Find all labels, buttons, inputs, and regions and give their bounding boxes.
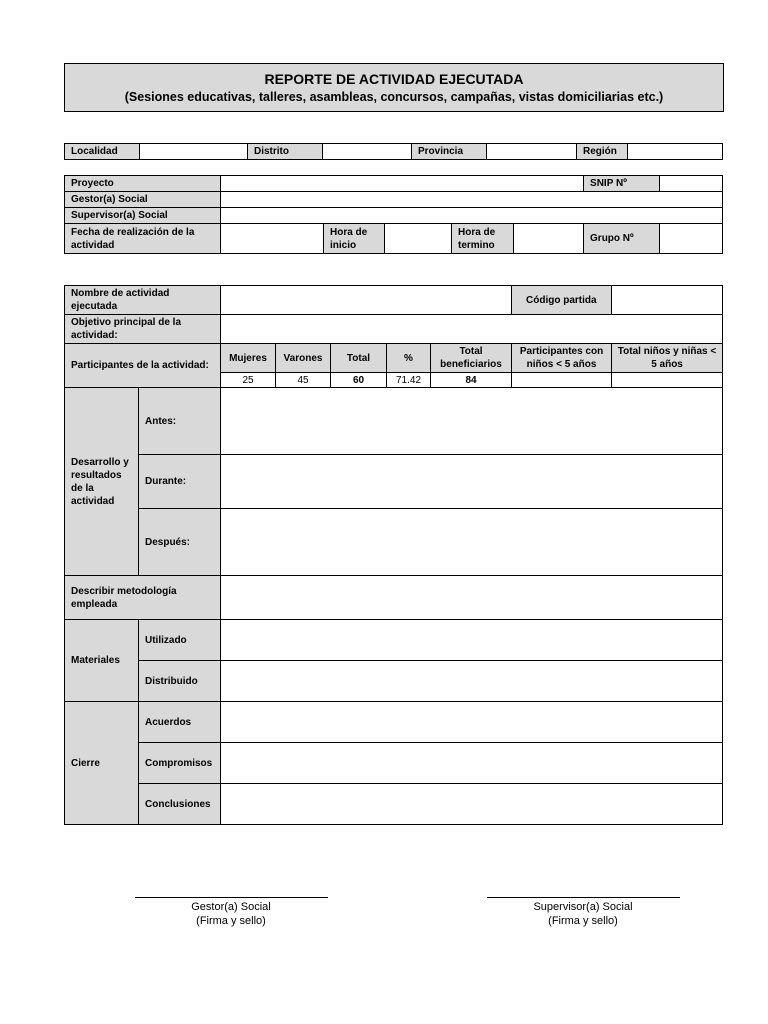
desarrollo-label: Desarrollo y resultados de la actividad <box>65 388 139 576</box>
supervisor-signature-role: Supervisor(a) Social <box>533 901 633 913</box>
codigo-partida-label: Código partida <box>512 286 612 315</box>
acuerdos-label: Acuerdos <box>139 702 221 743</box>
report-header <box>64 63 724 112</box>
total-beneficiarios-value[interactable]: 84 <box>431 373 512 388</box>
codigo-partida-field[interactable] <box>612 286 723 315</box>
supervisor-field[interactable] <box>221 208 723 224</box>
nombre-actividad-field[interactable] <box>221 286 512 315</box>
total-header: Total <box>331 344 387 373</box>
fecha-label: Fecha de realización de la actividad <box>65 224 221 254</box>
supervisor-signature-note: (Firma y sello) <box>548 915 618 927</box>
participantes-ninos-value[interactable] <box>512 373 612 388</box>
localidad-label: Localidad <box>65 144 140 160</box>
distrito-label: Distrito <box>248 144 323 160</box>
total-ninos-value[interactable] <box>612 373 723 388</box>
snip-field[interactable] <box>660 176 723 192</box>
activity-table <box>64 285 723 825</box>
porcentaje-header: % <box>387 344 431 373</box>
distrito-field[interactable] <box>323 144 412 160</box>
participantes-label: Participantes de la actividad: <box>65 344 221 388</box>
despues-field[interactable] <box>221 509 723 576</box>
conclusiones-label: Conclusiones <box>139 784 221 825</box>
utilizado-label: Utilizado <box>139 620 221 661</box>
proyecto-label: Proyecto <box>65 176 221 192</box>
provincia-field[interactable] <box>487 144 577 160</box>
metodologia-field[interactable] <box>221 576 723 620</box>
compromisos-field[interactable] <box>221 743 723 784</box>
mujeres-header: Mujeres <box>221 344 276 373</box>
supervisor-signature-line[interactable] <box>487 897 680 898</box>
gestor-label: Gestor(a) Social <box>65 192 221 208</box>
report-title: REPORTE DE ACTIVIDAD EJECUTADA <box>264 71 524 87</box>
metodologia-label: Describir metodología empleada <box>65 576 221 620</box>
participantes-ninos-header: Participantes con niños < 5 años <box>512 344 612 373</box>
hora-inicio-field[interactable] <box>385 224 452 254</box>
project-table <box>64 175 723 254</box>
porcentaje-value[interactable]: 71.42 <box>387 373 431 388</box>
gestor-field[interactable] <box>221 192 723 208</box>
hora-inicio-label: Hora de inicio <box>324 224 385 254</box>
report-subtitle: (Sesiones educativas, talleres, asambleas, concursos, campañas, vistas domiciliarias etc.) <box>124 90 664 104</box>
supervisor-label: Supervisor(a) Social <box>65 208 221 224</box>
distribuido-label: Distribuido <box>139 661 221 702</box>
despues-label: Después: <box>139 509 221 576</box>
proyecto-field[interactable] <box>221 176 584 192</box>
conclusiones-field[interactable] <box>221 784 723 825</box>
region-field[interactable] <box>628 144 723 160</box>
durante-field[interactable] <box>221 455 723 509</box>
gestor-signature-note: (Firma y sello) <box>196 915 266 927</box>
gestor-signature-role: Gestor(a) Social <box>191 901 271 913</box>
total-value[interactable]: 60 <box>331 373 387 388</box>
antes-label: Antes: <box>139 388 221 455</box>
acuerdos-field[interactable] <box>221 702 723 743</box>
materiales-label: Materiales <box>65 620 139 702</box>
distribuido-field[interactable] <box>221 661 723 702</box>
antes-field[interactable] <box>221 388 723 455</box>
snip-label: SNIP Nº <box>584 176 660 192</box>
grupo-field[interactable] <box>660 224 723 254</box>
compromisos-label: Compromisos <box>139 743 221 784</box>
nombre-actividad-label: Nombre de actividad ejecutada <box>65 286 221 315</box>
provincia-label: Provincia <box>412 144 487 160</box>
objetivo-label: Objetivo principal de la actividad: <box>65 315 221 344</box>
varones-value[interactable]: 45 <box>276 373 331 388</box>
durante-label: Durante: <box>139 455 221 509</box>
utilizado-field[interactable] <box>221 620 723 661</box>
total-ninos-header: Total niños y niñas < 5 años <box>612 344 723 373</box>
mujeres-value[interactable]: 25 <box>221 373 276 388</box>
supervisor-signature-block <box>483 900 683 928</box>
localidad-field[interactable] <box>140 144 248 160</box>
total-beneficiarios-header: Total beneficiarios <box>431 344 512 373</box>
fecha-field[interactable] <box>221 224 324 254</box>
objetivo-field[interactable] <box>221 315 723 344</box>
hora-termino-label: Hora de termino <box>452 224 514 254</box>
cierre-label: Cierre <box>65 702 139 825</box>
grupo-label: Grupo Nº <box>584 224 660 254</box>
location-table <box>64 143 723 160</box>
hora-termino-field[interactable] <box>514 224 584 254</box>
gestor-signature-line[interactable] <box>135 897 328 898</box>
region-label: Región <box>577 144 628 160</box>
varones-header: Varones <box>276 344 331 373</box>
gestor-signature-block <box>131 900 331 928</box>
